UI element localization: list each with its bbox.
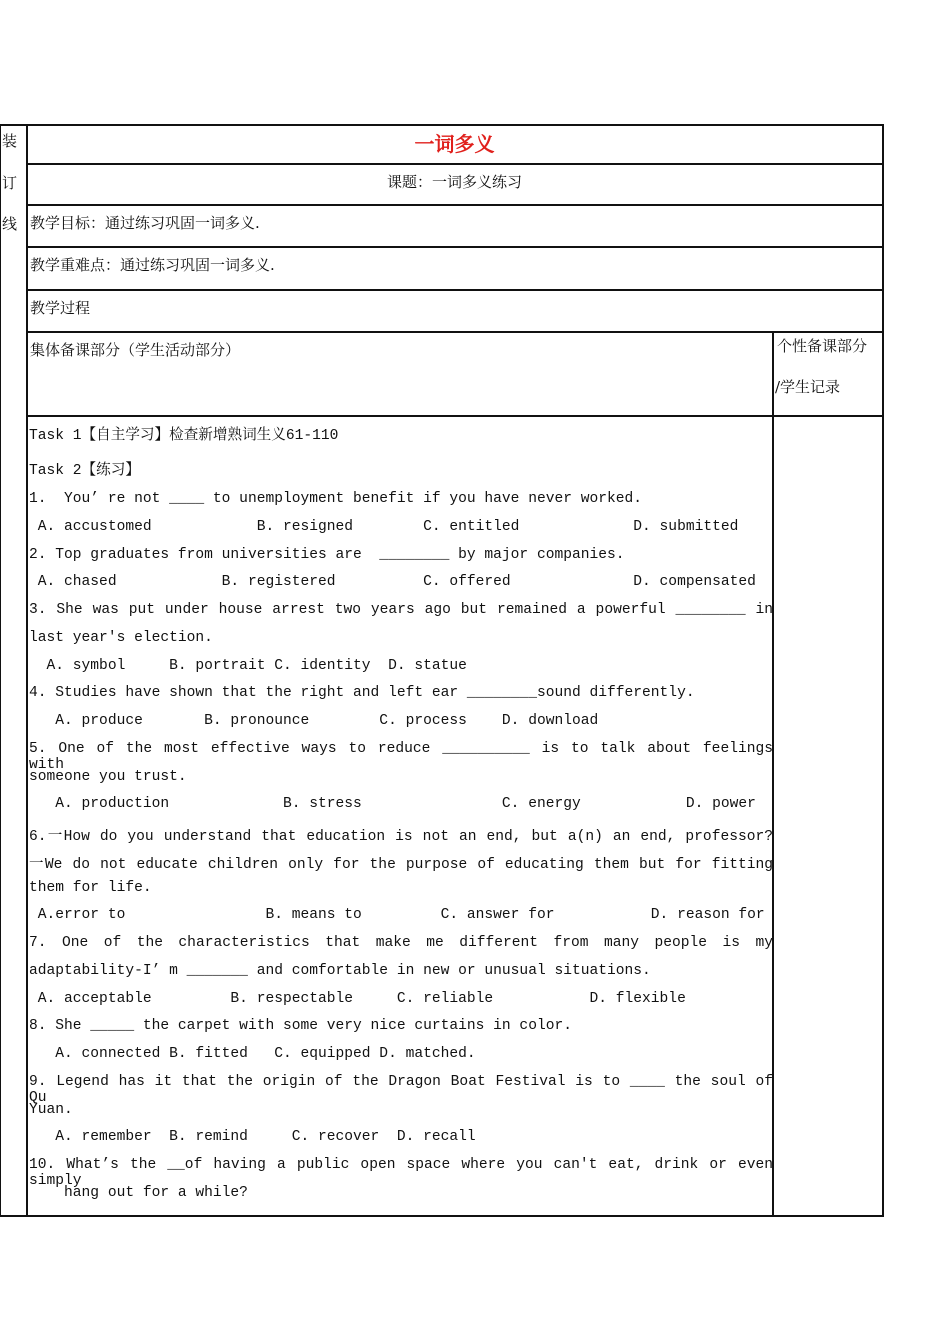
teaching-goal: 教学目标：通过练习巩固一词多义. (30, 214, 260, 232)
exercise-line: A. symbol B. portrait C. identity D. statue (29, 657, 467, 674)
exercise-line: 一We do not educate children only for the purpose of educating them but for fitting (29, 856, 773, 873)
exercise-line: 1. You’ re not ____ to unemployment benefit if you have never worked. (29, 491, 643, 507)
personal-section-title: 个性备课部分 (777, 337, 868, 355)
exercise-line: A. produce B. pronounce C. process D. download (29, 713, 599, 729)
exercise-line: A. chased B. registered C. offered D. compensated (29, 574, 756, 591)
binding-char-2: 订 (2, 174, 18, 192)
task-1: Task 1【自主学习】检查新增熟词生义61-110 (29, 428, 339, 444)
exercise-line: 6.一How do you understand that education is not an end, but a(n) an end, professor? (29, 829, 773, 845)
exercise-line: A. connected B. fitted C. equipped D. matched. (29, 1046, 476, 1062)
exercise-line: 8. She _____ the carpet with some very nice curtains in color. (29, 1018, 572, 1035)
subject-line: 课题：一词多义练习 (386, 173, 522, 191)
collective-section: 集体备课部分（学生活动部分） (30, 341, 241, 359)
exercise-line: 9. Legend has it that the origin of the Dragon Boat Festival is to ____ the soul of Qu (29, 1073, 773, 1106)
exercise-line: A. accustomed B. resigned C. entitled D. submitted (29, 518, 739, 535)
exercise-line: A. acceptable B. respectable C. reliable D. flexible (29, 990, 686, 1007)
exercise-line: A.error to B. means to C. answer for D. reason for (29, 907, 765, 924)
exercise-line: 10. What’s the __of having a public open space where you can't eat, drink or even simply (29, 1157, 773, 1189)
exercise-line: them for life. (29, 879, 152, 896)
exercise-line: A. production B. stress C. energy D. power (29, 796, 756, 813)
exercise-line: last year's election. (29, 629, 213, 646)
teaching-process: 教学过程 (30, 299, 91, 317)
exercise-line: 4. Studies have shown that the right and left ear ________sound differently. (29, 685, 695, 702)
exercise-line: Yuan. (29, 1101, 73, 1118)
exercise-line: someone you trust. (29, 768, 187, 785)
exercise-line: 2. Top graduates from universities are ________ by major companies. (29, 546, 625, 563)
page-title: 一词多义 (414, 132, 495, 156)
exercise-line: 3. She was put under house arrest two years ago but remained a powerful ________ in (29, 602, 773, 618)
personal-section-subtitle: /学生记录 (775, 378, 841, 396)
exercise-line: 7. One of the characteristics that make me different from many people is my (29, 935, 773, 951)
exercise-line: 5. One of the most effective ways to reduce __________ is to talk about feelings with (29, 740, 773, 773)
binding-char-3: 线 (2, 215, 18, 233)
binding-char-1: 装 (2, 132, 18, 150)
exercise-line: hang out for a while? (29, 1184, 248, 1201)
teaching-difficulty: 教学重难点：通过练习巩固一词多义. (30, 256, 275, 274)
exercise-line: adaptability-I’ m _______ and comfortable in new or unusual situations. (29, 962, 651, 979)
task-2: Task 2【练习】 (29, 463, 140, 479)
exercise-line: A. remember B. remind C. recover D. recall (29, 1129, 476, 1146)
